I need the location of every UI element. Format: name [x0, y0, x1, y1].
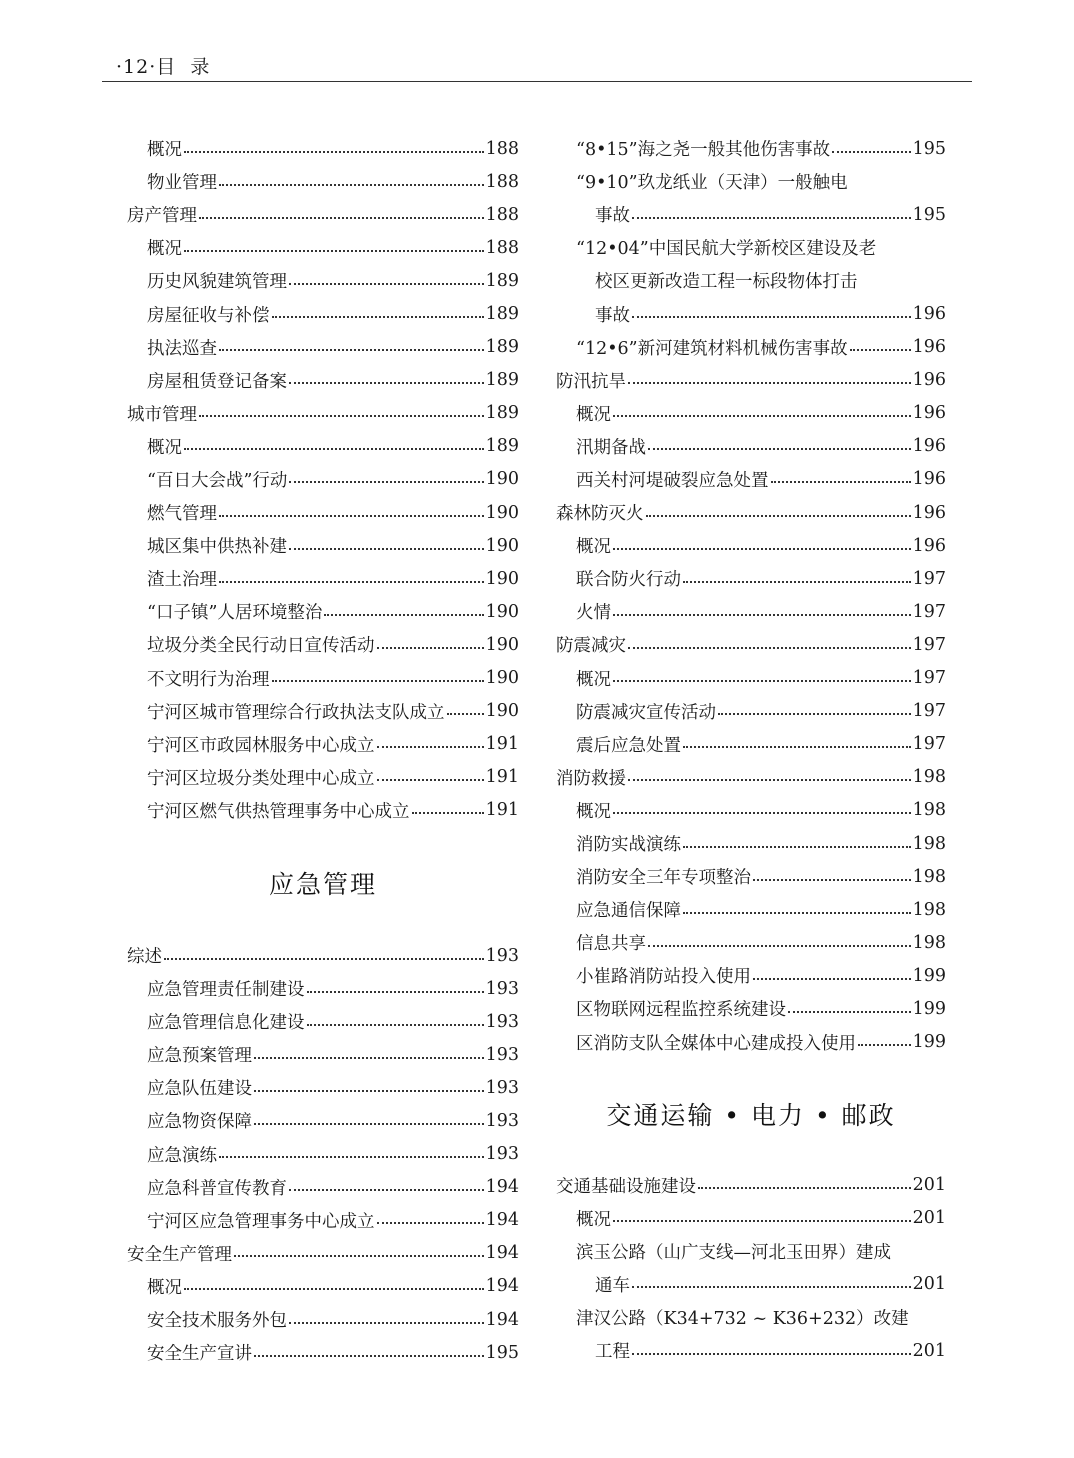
- dot-leader: [683, 746, 911, 748]
- toc-entry: [556, 1301, 946, 1334]
- toc-entry-page: 197: [912, 668, 946, 689]
- toc-entry-title: 安全生产管理: [127, 1244, 232, 1265]
- toc-entry-title: “12•04”中国民航大学新校区建设及老: [576, 239, 877, 260]
- dot-leader: [648, 448, 911, 450]
- toc-entry-title: 宁河区城市管理综合行政执法支队成立: [147, 702, 445, 723]
- toc-entry-title: 防震减灾宣传活动: [576, 702, 716, 723]
- toc-entry-page: 191: [485, 734, 519, 755]
- toc-entry-title: 西关村河堤破裂应急处置: [576, 470, 769, 491]
- toc-entry-page: 189: [485, 403, 519, 424]
- toc-entry-page: 188: [485, 171, 519, 192]
- dot-leader: [289, 1189, 484, 1191]
- dot-leader: [850, 349, 911, 351]
- toc-entry: [127, 1071, 519, 1104]
- toc-entry-page: 189: [485, 304, 519, 325]
- section-title-emergency: 应急管理: [268, 869, 377, 899]
- toc-entry: [127, 1171, 519, 1204]
- dot-leader: [254, 1090, 484, 1092]
- toc-entry-title: 概况: [147, 1277, 182, 1298]
- toc-entry: [127, 1038, 519, 1071]
- toc-entry-page: 194: [485, 1210, 519, 1231]
- toc-entry: [556, 165, 946, 198]
- toc-entry: [556, 529, 946, 562]
- dot-leader: [199, 217, 484, 219]
- dot-leader: [307, 1024, 484, 1026]
- dot-leader: [184, 151, 484, 153]
- toc-entry-title: 不文明行为治理: [147, 669, 270, 690]
- toc-entry-title: 震后应急处置: [576, 735, 681, 756]
- toc-entry-page: 201: [912, 1274, 946, 1295]
- toc-entry-title: 防震减灾: [556, 636, 626, 657]
- toc-entry-page: 188: [485, 204, 519, 225]
- dot-leader: [632, 316, 911, 318]
- dot-leader: [324, 614, 483, 616]
- toc-entry-title: 安全技术服务外包: [147, 1311, 287, 1332]
- dot-leader: [164, 958, 484, 960]
- toc-entry-title: 概况: [576, 801, 611, 822]
- dot-leader: [632, 1286, 911, 1288]
- toc-entry-title: “8•15”海之尧一般其他伤害事故: [576, 140, 831, 161]
- toc-entry: [556, 331, 946, 364]
- dot-leader: [307, 991, 484, 993]
- dot-leader: [447, 713, 484, 715]
- toc-entry-title: 概况: [147, 140, 182, 161]
- dot-leader: [219, 184, 484, 186]
- dot-leader: [377, 746, 484, 748]
- toc-entry-title: 事故: [595, 206, 630, 227]
- toc-entry-page: 197: [912, 734, 946, 755]
- toc-entry-page: 191: [485, 767, 519, 788]
- toc-entry: [556, 463, 946, 496]
- toc-entry: [127, 132, 519, 165]
- dot-leader: [219, 515, 484, 517]
- toc-entry-title: 汛期备战: [576, 437, 646, 458]
- toc-entry: [127, 662, 519, 695]
- toc-entry-title: 概况: [147, 239, 182, 260]
- toc-entry-title: 概况: [147, 437, 182, 458]
- dot-leader: [613, 548, 911, 550]
- toc-entry-title: 城市管理: [127, 404, 197, 425]
- toc-entry: [127, 595, 519, 628]
- toc-entry-title: 房产管理: [127, 206, 197, 227]
- toc-entry-page: 197: [912, 568, 946, 589]
- toc-entry-page: 188: [485, 138, 519, 159]
- toc-entry-title: 宁河区应急管理事务中心成立: [147, 1211, 375, 1232]
- toc-entry-page: 196: [912, 436, 946, 457]
- toc-entry: [556, 562, 946, 595]
- toc-entry-page: 194: [485, 1243, 519, 1264]
- toc-entry: [556, 364, 946, 397]
- toc-entry: [556, 132, 946, 165]
- dot-leader: [613, 812, 911, 814]
- toc-entry-page: 197: [912, 634, 946, 655]
- toc-entry-page: 194: [485, 1309, 519, 1330]
- dot-leader: [377, 779, 484, 781]
- toc-entry-page: 197: [912, 701, 946, 722]
- toc-entry: [556, 992, 946, 1025]
- toc-entry-page: 196: [912, 535, 946, 556]
- toc-entry: [127, 695, 519, 728]
- toc-entry-title: 事故: [595, 305, 630, 326]
- toc-list-right-before: [556, 132, 946, 1059]
- toc-entry: [127, 397, 519, 430]
- toc-entry: [556, 959, 946, 992]
- dot-leader: [718, 713, 911, 715]
- toc-entry-page: 198: [912, 932, 946, 953]
- toc-entry-title: 渣土治理: [147, 570, 217, 591]
- toc-entry: [556, 1268, 946, 1301]
- toc-entry: [127, 761, 519, 794]
- toc-entry: [127, 198, 519, 231]
- toc-entry-title: 消防救援: [556, 768, 626, 789]
- dot-leader: [788, 1011, 911, 1013]
- toc-entry-page: 201: [912, 1340, 946, 1361]
- toc-entry: [127, 972, 519, 1005]
- dot-leader: [628, 779, 911, 781]
- toc-entry: [556, 662, 946, 695]
- toc-entry-page: 190: [485, 634, 519, 655]
- dot-leader: [683, 581, 911, 583]
- toc-entry-page: 193: [485, 1044, 519, 1065]
- dot-leader: [254, 1123, 484, 1125]
- toc-entry-title: 综述: [127, 947, 162, 968]
- dot-leader: [613, 415, 911, 417]
- toc-entry: [556, 297, 946, 330]
- dot-leader: [683, 912, 911, 914]
- toc-entry-title: 应急管理信息化建设: [147, 1013, 305, 1034]
- toc-entry: [127, 529, 519, 562]
- toc-entry: [127, 165, 519, 198]
- toc-entry: [556, 264, 946, 297]
- toc-entry-page: 196: [912, 337, 946, 358]
- toc-entry-page: 190: [485, 469, 519, 490]
- toc-entry: [127, 1237, 519, 1270]
- toc-entry-title: 历史风貌建筑管理: [147, 272, 287, 293]
- toc-entry: [127, 364, 519, 397]
- dot-leader: [289, 481, 483, 483]
- toc-entry-page: 193: [485, 1144, 519, 1165]
- toc-entry-page: 189: [485, 436, 519, 457]
- toc-entry-title: 联合防火行动: [576, 570, 681, 591]
- dot-leader: [613, 614, 911, 616]
- toc-entry-title: 应急预案管理: [147, 1046, 252, 1067]
- toc-entry-title: 应急管理责任制建设: [147, 980, 305, 1001]
- toc-entry: [556, 430, 946, 463]
- toc-entry: [127, 1138, 519, 1171]
- toc-entry-page: 189: [485, 370, 519, 391]
- dot-leader: [628, 647, 911, 649]
- toc-entry-title: 火情: [576, 603, 611, 624]
- dot-leader: [698, 1187, 911, 1189]
- toc-entry-title: 滨玉公路（山广支线—河北玉田界）建成: [576, 1242, 891, 1263]
- dot-leader: [858, 1044, 911, 1046]
- toc-entry-page: 194: [485, 1177, 519, 1198]
- toc-entry: [556, 1334, 946, 1367]
- toc-entry-title: 防汛抗旱: [556, 371, 626, 392]
- toc-entry-title: “9•10”玖龙纸业（天津）一般触电: [576, 173, 848, 194]
- toc-entry: [127, 1204, 519, 1237]
- toc-entry-page: 198: [912, 833, 946, 854]
- toc-entry-page: 196: [912, 403, 946, 424]
- dot-leader: [646, 515, 911, 517]
- dot-leader: [184, 1288, 484, 1290]
- toc-entry-title: 物业管理: [147, 173, 217, 194]
- toc-entry-page: 196: [912, 502, 946, 523]
- dot-leader: [613, 680, 911, 682]
- toc-entry: [127, 1005, 519, 1038]
- dot-leader: [289, 283, 484, 285]
- dot-leader: [199, 415, 484, 417]
- toc-entry-page: 199: [912, 965, 946, 986]
- toc-entry-page: 193: [485, 945, 519, 966]
- toc-entry-page: 193: [485, 978, 519, 999]
- dot-leader: [632, 217, 911, 219]
- toc-entry: [127, 794, 519, 827]
- toc-entry-title: 应急科普宣传教育: [147, 1178, 287, 1199]
- toc-entry: [127, 939, 519, 972]
- toc-entry-title: “12•6”新河建筑材料机械伤害事故: [576, 338, 848, 359]
- toc-entry-title: 津汉公路（K34+732 ~ K36+232）改建: [576, 1309, 909, 1330]
- toc-entry-title: 校区更新改造工程一标段物体打击: [595, 272, 858, 293]
- dot-leader: [219, 349, 484, 351]
- toc-entry: [556, 827, 946, 860]
- dot-leader: [289, 1322, 484, 1324]
- toc-entry-title: 概况: [576, 1209, 611, 1230]
- dot-leader: [377, 647, 484, 649]
- toc-entry: [127, 496, 519, 529]
- dot-leader: [272, 680, 484, 682]
- toc-entry: [127, 1104, 519, 1137]
- toc-entry: [556, 893, 946, 926]
- dot-leader: [628, 382, 911, 384]
- toc-entry: [127, 1270, 519, 1303]
- dot-leader: [184, 448, 484, 450]
- toc-entry-title: 宁河区燃气供热管理事务中心成立: [147, 801, 410, 822]
- toc-entry: [127, 264, 519, 297]
- dot-leader: [234, 1255, 484, 1257]
- toc-column-right: [556, 132, 946, 1367]
- toc-entry: [556, 794, 946, 827]
- toc-entry-title: 小崔路消防站投入使用: [576, 967, 751, 988]
- toc-entry-page: 191: [485, 800, 519, 821]
- toc-entry-page: 190: [485, 535, 519, 556]
- dot-leader: [219, 1156, 484, 1158]
- toc-entry-page: 201: [912, 1175, 946, 1196]
- toc-entry: [556, 198, 946, 231]
- toc-entry: [556, 1235, 946, 1268]
- dot-leader: [753, 978, 911, 980]
- toc-entry: [556, 231, 946, 264]
- toc-entry-page: 193: [485, 1011, 519, 1032]
- toc-entry-title: 宁河区垃圾分类处理中心成立: [147, 768, 375, 789]
- toc-entry-title: 应急通信保障: [576, 901, 681, 922]
- dot-leader: [753, 879, 911, 881]
- toc-entry: [127, 562, 519, 595]
- dot-leader: [632, 1353, 911, 1355]
- toc-entry-page: 190: [485, 568, 519, 589]
- toc-entry: [556, 628, 946, 661]
- header-text: [116, 52, 210, 79]
- toc-entry-page: 198: [912, 866, 946, 887]
- toc-entry-title: 信息共享: [576, 934, 646, 955]
- dot-leader: [289, 548, 484, 550]
- toc-entry: [127, 297, 519, 330]
- toc-list-left-before: [127, 132, 519, 827]
- toc-entry-page: 196: [912, 370, 946, 391]
- toc-entry-page: 194: [485, 1276, 519, 1297]
- toc-entry-title: 区消防支队全媒体中心建成投入使用: [576, 1033, 856, 1054]
- toc-entry: [556, 1026, 946, 1059]
- toc-entry-page: 198: [912, 899, 946, 920]
- dot-leader: [613, 1220, 911, 1222]
- toc-entry: [556, 595, 946, 628]
- toc-entry-page: 189: [485, 270, 519, 291]
- dot-leader: [832, 151, 910, 153]
- toc-entry-title: “口子镇”人居环境整治: [147, 603, 323, 624]
- toc-entry-title: 房屋租赁登记备案: [147, 371, 287, 392]
- toc-entry: [556, 1169, 946, 1202]
- toc-entry-page: 188: [485, 237, 519, 258]
- toc-entry-title: 通车: [595, 1275, 630, 1296]
- toc-entry-title: 区物联网远程监控系统建设: [576, 1000, 786, 1021]
- toc-entry-title: 应急队伍建设: [147, 1079, 252, 1100]
- toc-entry: [127, 1303, 519, 1336]
- toc-entry-page: 198: [912, 767, 946, 788]
- toc-list-right-after: [556, 1169, 946, 1368]
- dot-leader: [648, 945, 911, 947]
- toc-entry-page: 190: [485, 601, 519, 622]
- toc-entry-title: 森林防灭火: [556, 504, 644, 525]
- toc-entry-page: 199: [912, 998, 946, 1019]
- header-rule: [102, 81, 972, 82]
- toc-entry-page: 198: [912, 800, 946, 821]
- dot-leader: [184, 250, 484, 252]
- toc-entry-page: 193: [485, 1110, 519, 1131]
- toc-entry-title: 交通基础设施建设: [556, 1176, 696, 1197]
- toc-entry-title: “百日大会战”行动: [147, 470, 288, 491]
- toc-entry-title: 概况: [576, 537, 611, 558]
- toc-entry-page: 195: [912, 138, 946, 159]
- toc-column-left: [127, 132, 519, 1369]
- dot-leader: [683, 846, 911, 848]
- toc-entry: [556, 728, 946, 761]
- toc-entry: [556, 860, 946, 893]
- toc-entry: [127, 628, 519, 661]
- toc-entry: [127, 430, 519, 463]
- toc-entry-page: 195: [485, 1342, 519, 1363]
- toc-entry-title: 应急物资保障: [147, 1112, 252, 1133]
- toc-entry: [556, 496, 946, 529]
- toc-entry-title: 宁河区市政园林服务中心成立: [147, 735, 375, 756]
- toc-entry-title: 消防安全三年专项整治: [576, 868, 751, 889]
- toc-entry: [556, 695, 946, 728]
- toc-entry-title: 房屋征收与补偿: [147, 305, 270, 326]
- dot-leader: [254, 1057, 484, 1059]
- toc-entry-page: 190: [485, 502, 519, 523]
- toc-entry-title: 应急演练: [147, 1145, 217, 1166]
- toc-entry-page: 189: [485, 337, 519, 358]
- toc-entry: [127, 231, 519, 264]
- header-title: 目 录: [156, 56, 211, 78]
- toc-entry-page: 197: [912, 601, 946, 622]
- toc-entry: [127, 463, 519, 496]
- dot-leader: [771, 481, 911, 483]
- toc-entry: [556, 397, 946, 430]
- toc-entry: [127, 1336, 519, 1369]
- toc-entry-page: 190: [485, 668, 519, 689]
- toc-entry-page: 190: [485, 701, 519, 722]
- toc-entry-title: 安全生产宣讲: [147, 1344, 252, 1365]
- toc-entry-title: 城区集中供热补建: [147, 537, 287, 558]
- page-number: ·12·: [116, 56, 157, 78]
- dot-leader: [254, 1355, 484, 1357]
- toc-entry: [556, 1202, 946, 1235]
- dot-leader: [219, 581, 484, 583]
- toc-entry: [556, 926, 946, 959]
- toc-entry-page: 201: [912, 1208, 946, 1229]
- toc-entry-page: 199: [912, 1032, 946, 1053]
- toc-entry-title: 工程: [595, 1342, 630, 1363]
- page-header: [102, 46, 972, 82]
- toc-list-left-after: [127, 939, 519, 1369]
- toc-entry: [127, 728, 519, 761]
- toc-entry: [127, 331, 519, 364]
- toc-entry-page: 195: [912, 204, 946, 225]
- toc-entry-page: 193: [485, 1077, 519, 1098]
- dot-leader: [377, 1222, 484, 1224]
- toc-entry-title: 燃气管理: [147, 504, 217, 525]
- toc-entry-page: 196: [912, 469, 946, 490]
- toc-entry-title: 执法巡查: [147, 338, 217, 359]
- toc-entry-title: 消防实战演练: [576, 835, 681, 856]
- toc-entry: [556, 761, 946, 794]
- toc-entry-title: 概况: [576, 669, 611, 690]
- toc-entry-title: 垃圾分类全民行动日宣传活动: [147, 636, 375, 657]
- toc-entry-title: 概况: [576, 404, 611, 425]
- toc-entry-page: 196: [912, 304, 946, 325]
- dot-leader: [289, 382, 484, 384]
- section-title-transport: 交通运输 • 电力 • 邮政: [606, 1100, 896, 1130]
- dot-leader: [272, 316, 484, 318]
- dot-leader: [412, 812, 484, 814]
